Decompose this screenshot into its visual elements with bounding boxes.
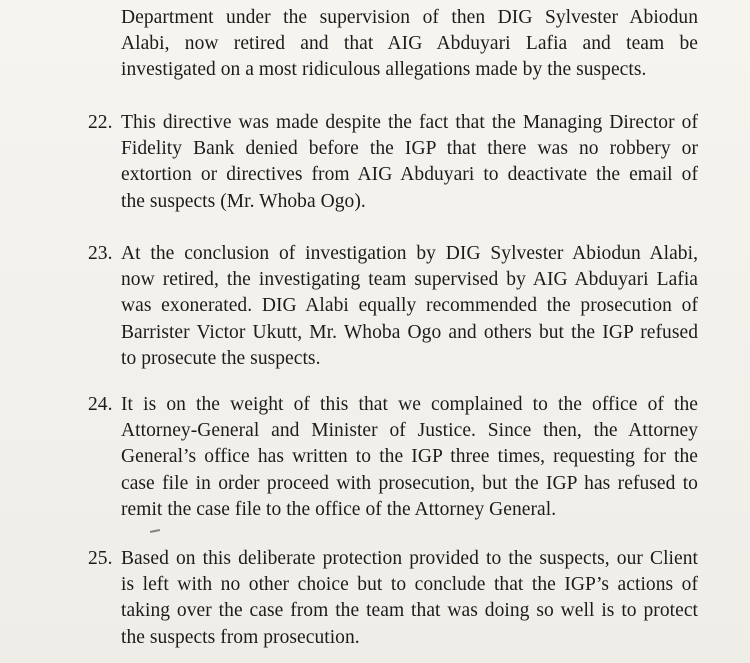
text-line: At the conclusion of investigation by DIG Sylvester Abiodun Alabi, <box>121 243 698 264</box>
paragraph-number: 24. <box>88 394 113 415</box>
text-line: General’s office has written to the IGP three times, requesting for the <box>121 446 698 468</box>
text-line: investigated on a most ridiculous allegations made by the suspects. <box>121 59 647 81</box>
scan-artifact <box>150 529 160 533</box>
paragraph-24 <box>88 392 698 523</box>
text-line: Attorney-General and Minister of Justice. Since then, the Attorney <box>121 420 698 442</box>
text-line: Barrister Victor Ukutt, Mr. Whoba Ogo and others but the IGP refused <box>121 321 698 343</box>
text-line: case file in order proceed with prosecution, but the IGP has refused to <box>121 472 698 494</box>
paragraph-22 <box>88 110 698 215</box>
text-line: extortion or directives from AIG Abduyari to deactivate the email of <box>121 164 698 186</box>
text-line: Alabi, now retired and that AIG Abduyari Lafia and team be <box>121 33 698 55</box>
paragraph-number: 22. <box>88 112 113 133</box>
paragraph-continuation <box>92 5 698 84</box>
text-line: It is on the weight of this that we complained to the office of the <box>121 394 698 415</box>
text-line: now retired, the investigating team supervised by AIG Abduyari Lafia <box>121 269 698 291</box>
text-line: is left with no other choice but to conclude that the IGP’s actions of <box>121 574 698 596</box>
text-line: taking over the case from the team that was doing so well is to protect <box>121 600 698 622</box>
text-line: remit the case file to the office of the Attorney General. <box>121 498 557 520</box>
paragraph-number: 23. <box>88 243 113 264</box>
paragraph-number: 25. <box>88 548 113 569</box>
text-line: was exonerated. DIG Alabi equally recommended the prosecution of <box>121 295 698 317</box>
text-line: the suspects (Mr. Whoba Ogo). <box>121 190 366 212</box>
paragraph-23 <box>88 241 698 372</box>
paragraph-25 <box>88 546 698 651</box>
text-line: Fidelity Bank denied before the IGP that there was no robbery or <box>121 138 698 160</box>
text-line: to prosecute the suspects. <box>121 347 321 369</box>
text-line: the suspects from prosecution. <box>121 626 360 648</box>
text-line: Based on this deliberate protection provided to the suspects, our Client <box>121 548 698 569</box>
text-line: This directive was made despite the fact that the Managing Director of <box>121 112 698 133</box>
text-line: Department under the supervision of then DIG Sylvester Abiodun <box>121 7 698 28</box>
